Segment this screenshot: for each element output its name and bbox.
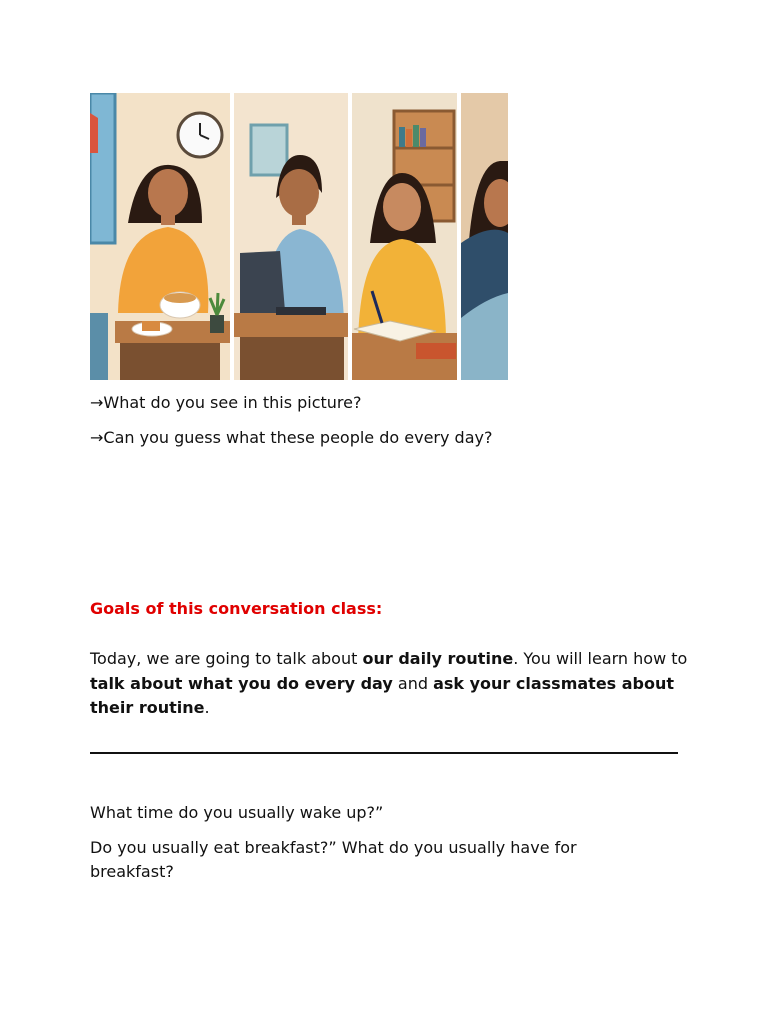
intro-paragraph: Today, we are going to talk about our daily routine. You will learn how to talk about what you do every day and ask your classmates about their routine. [90,649,688,717]
arrow-icon: → [90,428,104,447]
horizontal-divider [90,752,678,754]
prompt-question-2: →Can you guess what these people do every day? [90,428,493,447]
arrow-icon: → [90,393,104,412]
question-wake-up: What time do you usually wake up?” [90,803,384,822]
daily-routine-illustration [90,93,508,380]
question-breakfast: Do you usually eat breakfast?” What do you usually have for breakfast? [90,838,577,881]
panel-resting [461,93,508,380]
panel-breakfast [90,93,230,380]
panel-working [234,93,348,380]
panel-studying [352,93,457,380]
prompt-question-1: →What do you see in this picture? [90,393,362,412]
goals-heading: Goals of this conversation class: [90,599,383,618]
